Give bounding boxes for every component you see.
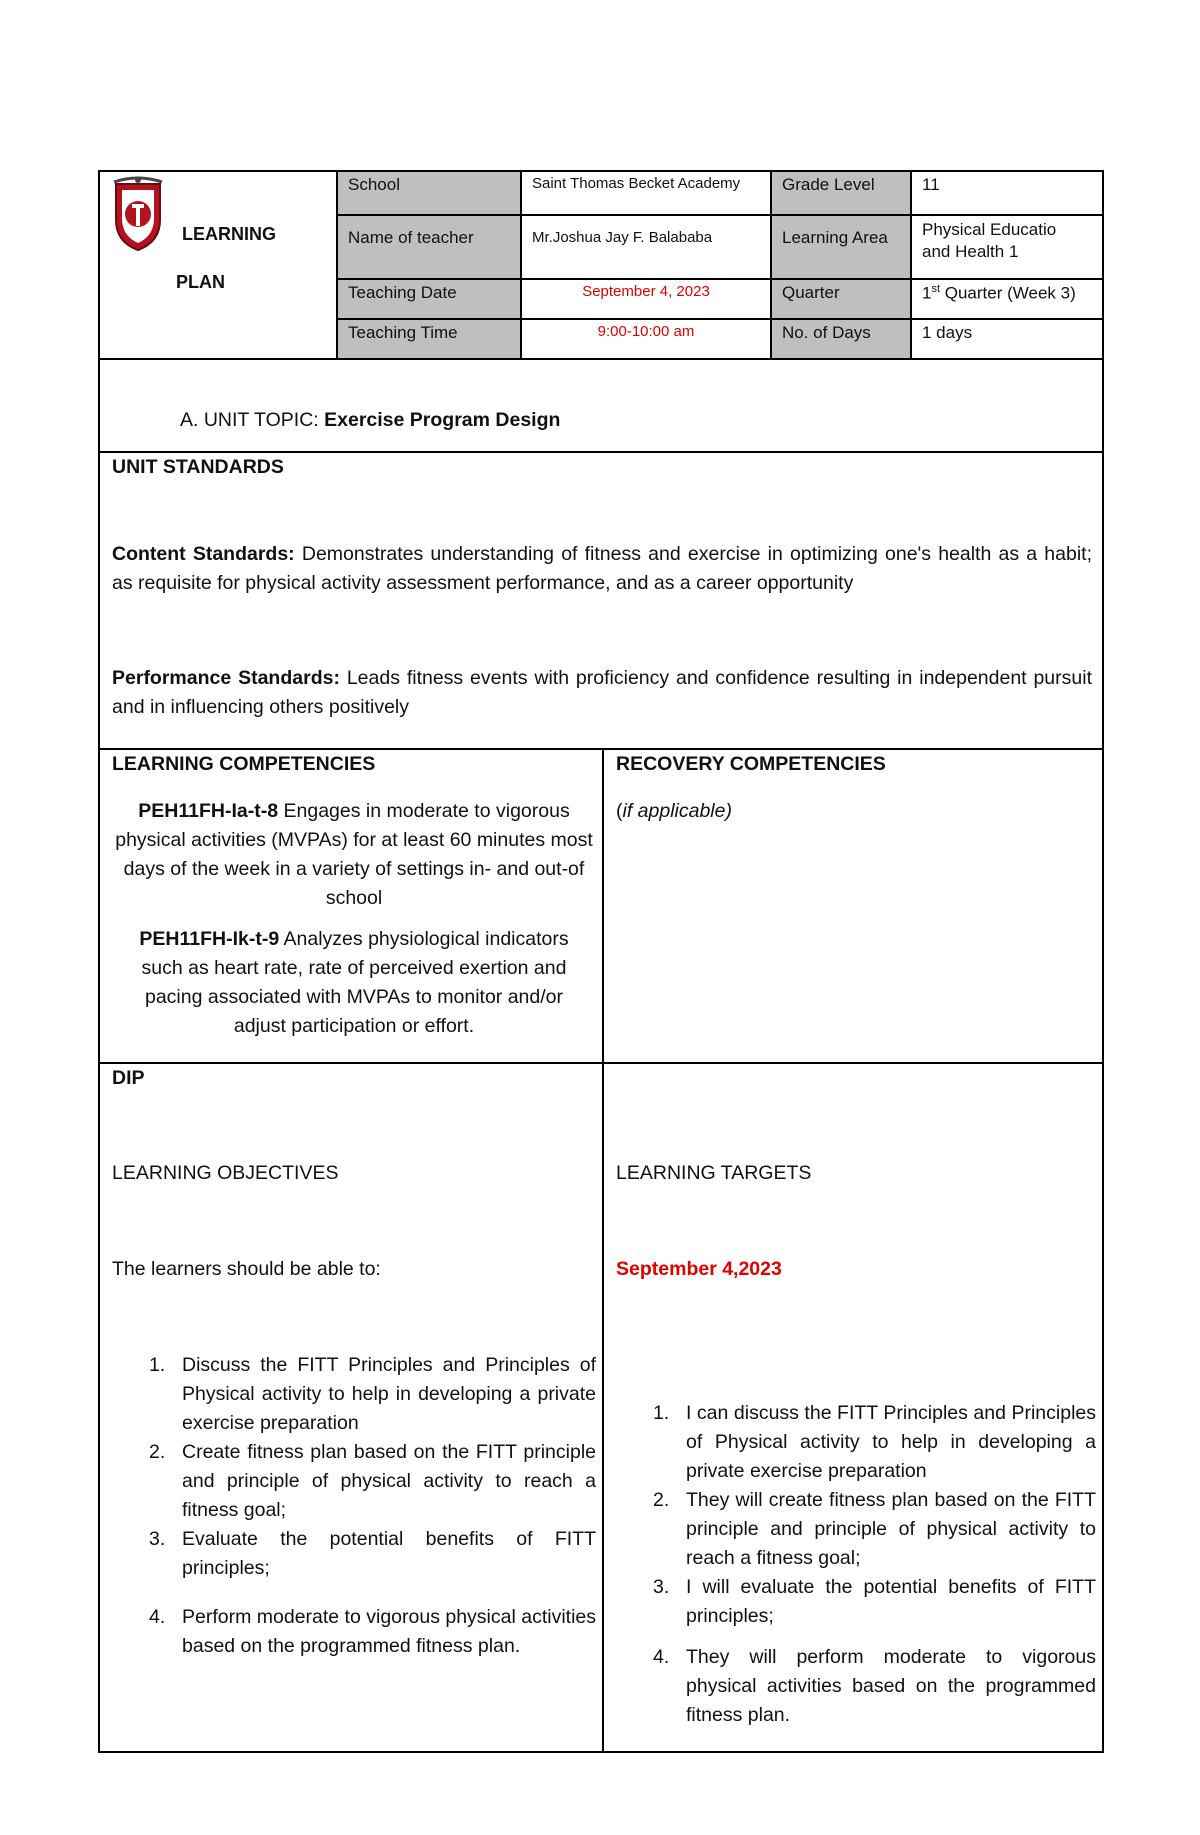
learning-targets-heading: LEARNING TARGETS	[616, 1162, 812, 1184]
objective-number: 1.	[149, 1354, 166, 1376]
quarter-suffix: st	[931, 283, 941, 295]
recovery-competencies-heading: RECOVERY COMPETENCIES	[616, 753, 886, 775]
teaching-date-value: September 4, 2023	[582, 283, 710, 300]
objective-text: Create fitness plan based on the FITT principle and principle of physical activity to reach a fitness goal;	[182, 1441, 596, 1521]
target-number: 2.	[653, 1489, 670, 1511]
competency-2-text: Analyzes physiological indicators such as heart rate, rate of perceived exertion and pacing associated with MVPAs to monitor and/or adjust participation or effort.	[141, 928, 569, 1037]
learning-competencies-column	[112, 750, 596, 1041]
target-number: 1.	[653, 1402, 670, 1424]
dip-heading: DIP	[112, 1067, 145, 1089]
grade-level-value: 11	[922, 175, 940, 194]
grade-level-label: Grade Level	[772, 172, 910, 214]
objective-text: Perform moderate to vigorous physical activities based on the programmed fitness plan.	[182, 1606, 597, 1657]
target-text: I will evaluate the potential benefits of FITT principles;	[686, 1576, 1096, 1627]
quarter-number: 1	[922, 283, 932, 303]
performance-standards-text: Leads fitness events with proficiency and confidence resulting in independent pursuit and in influencing others positively	[112, 667, 1092, 718]
unit-topic-section	[98, 360, 1104, 453]
performance-standards-label: Performance Standards:	[112, 667, 340, 689]
title-plan: PLAN	[176, 272, 225, 292]
target-item	[616, 1399, 1096, 1486]
recovery-note-open: (	[616, 800, 623, 822]
content-standards	[112, 540, 1092, 598]
learning-objectives-column	[112, 1064, 596, 1661]
grid-line	[910, 172, 912, 358]
grid-line	[338, 278, 1104, 280]
recovery-competencies-column	[616, 750, 1096, 826]
content-standards-label: Content Standards:	[112, 543, 295, 565]
unit-standards-heading: UNIT STANDARDS	[112, 456, 284, 478]
learning-targets-column	[616, 1064, 1096, 1730]
teacher-value: Mr.Joshua Jay F. Balababa	[532, 229, 713, 246]
objective-text: Discuss the FITT Principles and Principles of Physical activity to help in developing a private exercise preparation	[182, 1354, 596, 1434]
target-text: They will perform moderate to vigorous physical activities based on the programmed fitness plan.	[686, 1646, 1096, 1726]
school-value: Saint Thomas Becket Academy	[532, 175, 741, 192]
target-text: I can discuss the FITT Principles and Principles of Physical activity to help in developing a private exercise preparation	[686, 1402, 1096, 1482]
target-number: 4.	[653, 1646, 670, 1668]
grid-line	[520, 172, 522, 358]
competencies-section	[98, 750, 1104, 1064]
target-item	[616, 1573, 1096, 1631]
competency-2-code: PEH11FH-Ik-t-9	[139, 928, 280, 950]
no-of-days-value: 1 days	[922, 323, 973, 342]
teaching-time-label: Teaching Time	[338, 320, 520, 358]
grid-line	[338, 214, 1104, 216]
objective-number: 4.	[149, 1606, 166, 1628]
recovery-note-text: if applicable)	[622, 800, 732, 822]
no-of-days-label: No. of Days	[772, 320, 910, 358]
grid-line	[338, 318, 1104, 320]
learning-area-value	[912, 216, 1102, 278]
objective-item	[112, 1603, 596, 1661]
targets-list	[616, 1399, 1096, 1730]
content-standards-text: Demonstrates understanding of fitness and exercise in optimizing one's health as a habit; as requisite for physical activity assessment performance, and as a career opportunity	[112, 543, 1093, 594]
objective-item	[112, 1525, 596, 1583]
grid-line	[770, 172, 772, 358]
header-table	[98, 170, 1104, 360]
school-crest-logo	[110, 176, 166, 252]
recovery-note	[616, 797, 1096, 826]
unit-topic-title: Exercise Program Design	[324, 409, 561, 431]
objective-number: 2.	[149, 1441, 166, 1463]
teaching-time-value: 9:00-10:00 am	[597, 323, 695, 340]
unit-standards-content	[112, 453, 1092, 722]
learning-area-line2: and Health 1	[922, 242, 1019, 261]
column-divider	[602, 750, 604, 1062]
quarter-label: Quarter	[772, 280, 910, 318]
unit-standards-section	[98, 453, 1104, 750]
competency-2	[112, 925, 596, 1041]
target-text: They will create fitness plan based on the FITT principle and principle of physical activity to reach a fitness goal;	[686, 1489, 1096, 1569]
performance-standards	[112, 664, 1092, 722]
dip-section	[98, 1064, 1104, 1753]
learning-area-line1: Physical Educatio	[922, 220, 1057, 239]
learning-competencies-heading: LEARNING COMPETENCIES	[112, 753, 376, 775]
target-item	[616, 1486, 1096, 1573]
competency-1-text: Engages in moderate to vigorous physical activities (MVPAs) for at least 60 minutes most days of the week in a variety of settings in- and out-of school	[115, 800, 593, 909]
learners-intro: The learners should be able to:	[112, 1258, 381, 1280]
objective-item	[112, 1438, 596, 1525]
competency-1-code: PEH11FH-Ia-t-8	[138, 800, 279, 822]
target-number: 3.	[653, 1576, 670, 1598]
objective-text: Evaluate the potential benefits of FITT principles;	[182, 1528, 596, 1579]
objectives-list	[112, 1351, 596, 1661]
competency-1	[112, 797, 596, 913]
unit-topic	[180, 406, 560, 435]
teacher-label: Name of teacher	[338, 216, 520, 278]
unit-topic-prefix: A. UNIT TOPIC:	[180, 409, 325, 431]
title-learning: LEARNING	[182, 224, 276, 244]
quarter-value	[912, 280, 1102, 318]
objective-item	[112, 1351, 596, 1438]
teaching-date-label: Teaching Date	[338, 280, 520, 318]
objective-number: 3.	[149, 1528, 166, 1550]
logo-cell	[100, 172, 338, 358]
targets-date: September 4,2023	[616, 1258, 782, 1280]
target-item	[616, 1643, 1096, 1730]
quarter-text: Quarter (Week 3)	[940, 283, 1076, 303]
learning-objectives-heading: LEARNING OBJECTIVES	[112, 1162, 339, 1184]
school-label: School	[338, 172, 520, 214]
learning-area-label: Learning Area	[772, 216, 910, 278]
column-divider	[602, 1064, 604, 1751]
